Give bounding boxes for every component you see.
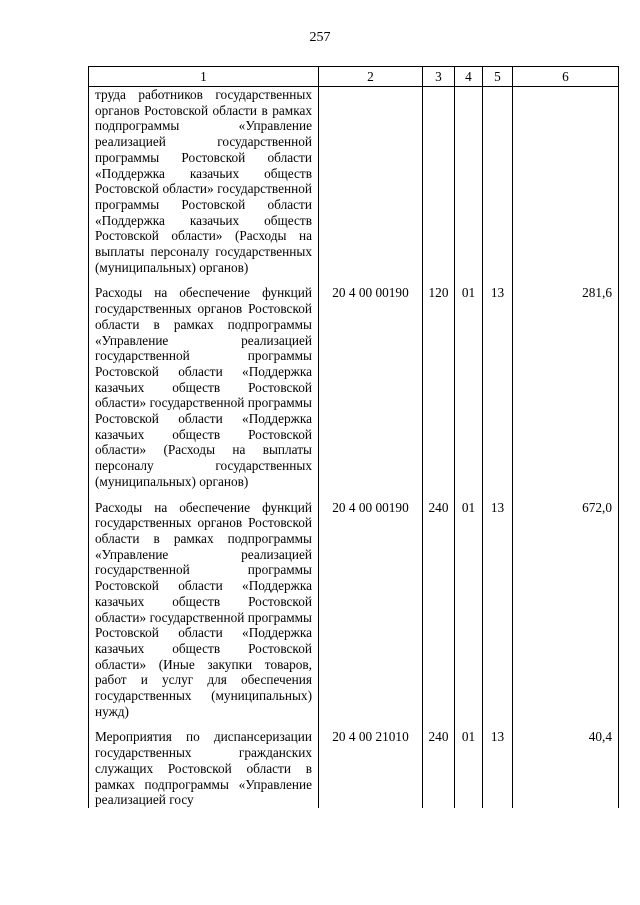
row-col4 bbox=[455, 87, 483, 276]
row-amount: 672,0 bbox=[513, 490, 619, 720]
row-amount bbox=[513, 87, 619, 276]
row-col5: 13 bbox=[483, 490, 513, 720]
column-header-6: 6 bbox=[513, 67, 619, 87]
column-header-4: 4 bbox=[455, 67, 483, 87]
row-col4: 01 bbox=[455, 490, 483, 720]
row-code: 20 4 00 00190 bbox=[319, 490, 423, 720]
table-row bbox=[89, 490, 619, 720]
row-col3: 240 bbox=[423, 719, 455, 808]
column-header-5: 5 bbox=[483, 67, 513, 87]
row-description: Мероприятия по диспансеризации государственных гражданских служащих Ростовской области в рамках подпрограммы «Управление реализацией госу bbox=[89, 719, 319, 808]
table-header-row bbox=[89, 67, 619, 87]
page-number: 257 bbox=[309, 30, 331, 45]
budget-table bbox=[88, 66, 619, 808]
table-row bbox=[89, 87, 619, 276]
row-description: Расходы на обеспечение функций государственных органов Ростовской области в рамках подпрограммы «Управление реализацией государственной программы Ростовской области «Поддержка казачьих обществ Ростовской области» государственной программы Ростовской области «Поддержка казачьих обществ Ростовской области» (Расходы на выплаты персоналу государственных (муниципальных) органов) bbox=[89, 275, 319, 489]
row-col3: 240 bbox=[423, 490, 455, 720]
row-code bbox=[319, 87, 423, 276]
table-row bbox=[89, 719, 619, 808]
row-col4: 01 bbox=[455, 275, 483, 489]
row-col4: 01 bbox=[455, 719, 483, 808]
row-col5: 13 bbox=[483, 275, 513, 489]
row-amount: 281,6 bbox=[513, 275, 619, 489]
row-code: 20 4 00 00190 bbox=[319, 275, 423, 489]
row-description: труда работников государственных органов Ростовской области в рамках подпрограммы «Управление реализацией государственной программы Ростовской области «Поддержка казачьих обществ Ростовской области» государственной программы Ростовской области «Поддержка казачьих обществ Ростовской области» (Расходы на выплаты персоналу государственных (муниципальных) органов) bbox=[89, 87, 319, 276]
column-header-3: 3 bbox=[423, 67, 455, 87]
row-col3: 120 bbox=[423, 275, 455, 489]
column-header-2: 2 bbox=[319, 67, 423, 87]
row-description: Расходы на обеспечение функций государственных органов Ростовской области в рамках подпрограммы «Управление реализацией государственной программы Ростовской области «Поддержка казачьих обществ Ростовской области» государственной программы Ростовской области «Поддержка казачьих обществ Ростовской области» (Иные закупки товаров, работ и услуг для обеспечения государственных (муниципальных) нужд) bbox=[89, 490, 319, 720]
row-col5: 13 bbox=[483, 719, 513, 808]
column-header-1: 1 bbox=[89, 67, 319, 87]
row-amount: 40,4 bbox=[513, 719, 619, 808]
row-col5 bbox=[483, 87, 513, 276]
table-row bbox=[89, 275, 619, 489]
row-code: 20 4 00 21010 bbox=[319, 719, 423, 808]
row-col3 bbox=[423, 87, 455, 276]
